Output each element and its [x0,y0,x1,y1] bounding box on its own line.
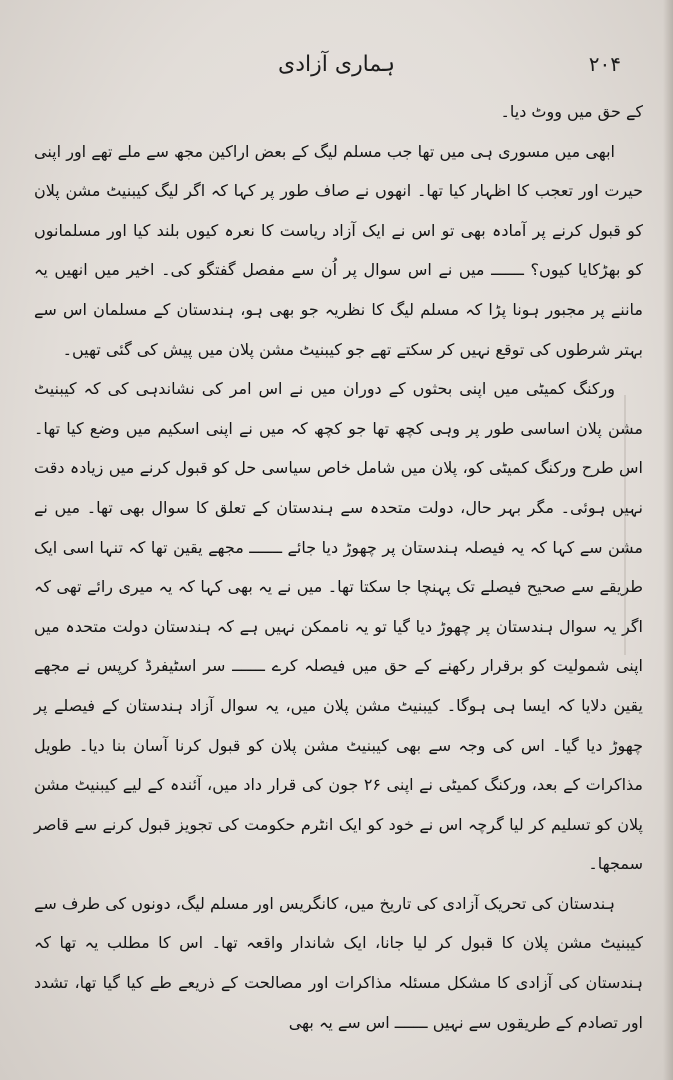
page-header [40,52,633,88]
page-number: ۲۰۴ [588,52,621,76]
page-edge-shadow [663,0,673,1080]
running-title: ہماری آزادی [277,52,395,77]
paragraph-4: ہندستان کی تحریک آزادی کی تاریخ میں، کانگریس اور مسلم لیگ، دونوں کی طرف سے کیبنیٹ مشن پلان کا قبول کر لیا جانا، ایک شاندار واقعہ تھا۔ اس کا مطلب یہ تھا کہ ہندستان کی آزادی کا مشکل مسئلہ مذاکرات اور مصالحت کے ذریعے طے کیا گیا تھا، تشدد اور تصادم کے طریقوں سے نہیں ـــــــ اس سے یہ بھی [34,893,643,1032]
margin-mark [624,395,626,655]
page-body [34,92,643,1042]
paragraph-2: ابھی میں مسوری ہی میں تھا جب مسلم لیگ کے بعض اراکین مجھ سے ملے تھے اور اپنی حیرت اور تعجب کا اظہار کیا تھا۔ انھوں نے صاف طور پر کہا کہ اگر لیگ کیبنیٹ مشن پلان کو قبول کرنے پر آمادہ بھی تو اس نے ایک آزاد ریاست کا نعرہ کیوں بلند کیا اور مسلمانوں کو بھڑکایا کیوں؟ ـــــــ میں نے اس سوال پر اُن سے مفصل گفتگو کی۔ اخیر میں انھیں یہ ماننے پر مجبور ہونا پڑا کہ مسلم لیگ کا نظریہ جو بھی ہو، ہندستان کے مسلمان اس سے بہتر شرطوں کی توقع نہیں کر سکتے تھے جو کیبنیٹ مشن پلان میں پیش کی گئی تھیں۔ [34,141,643,359]
paragraph-3: ورکنگ کمیٹی میں اپنی بحثوں کے دوران میں نے اس امر کی نشاندہی کی کہ کیبنیٹ مشن پلان اساسی طور پر وہی کچھ تھا جو کچھ کہ میں نے اپنی اسکیم میں وضع کیا تھا۔ اس طرح ورکنگ کمیٹی کو، پلان میں شامل خاص سیاسی حل کو قبول کرنے میں زیادہ دقت نہیں ہوئی۔ مگر بہر حال، دولت متحدہ سے ہندستان کے تعلق کا سوال بھی تھا۔ میں نے مشن سے کہا کہ یہ فیصلہ ہندستان پر چھوڑ دیا جائے ـــــــ مجھے یقین تھا کہ تنہا اسی ایک طریقے سے صحیح فیصلے تک پہنچا جا سکتا تھا۔ میں نے یہ بھی کہا کہ یہ میری رائے تھی کہ اگر یہ سوال ہندستان پر چھوڑ دیا گیا تو یہ ناممکن نہیں ہے کہ ہندستان دولت متحدہ میں اپنی شمولیت کو برقرار رکھنے کے حق میں فیصلہ کرے ـــــــ سر اسٹیفرڈ کرپس نے مجھے یقین دلایا کہ ایسا ہی ہوگا۔ کیبنیٹ مشن پلان میں، یہ سوال آزاد ہندستان کے فیصلے پر چھوڑ دیا گیا۔ اس کی وجہ سے بھی کیبنیٹ مشن پلان کو قبول کرنا آسان بنا دیا۔ طویل مذاکرات کے بعد، ورکنگ کمیٹی نے اپنی ۲۶ جون کی قرار داد میں، آئندہ کے لیے کیبنیٹ مشن پلان کو تسلیم کر لیا گرچہ اس نے خود کو ایک انٹرم حکومت کی تجویز قبول کرنے سے قاصر سمجھا۔ [34,379,643,874]
paragraph-1: کے حق میں ووٹ دیا۔ [500,102,643,121]
